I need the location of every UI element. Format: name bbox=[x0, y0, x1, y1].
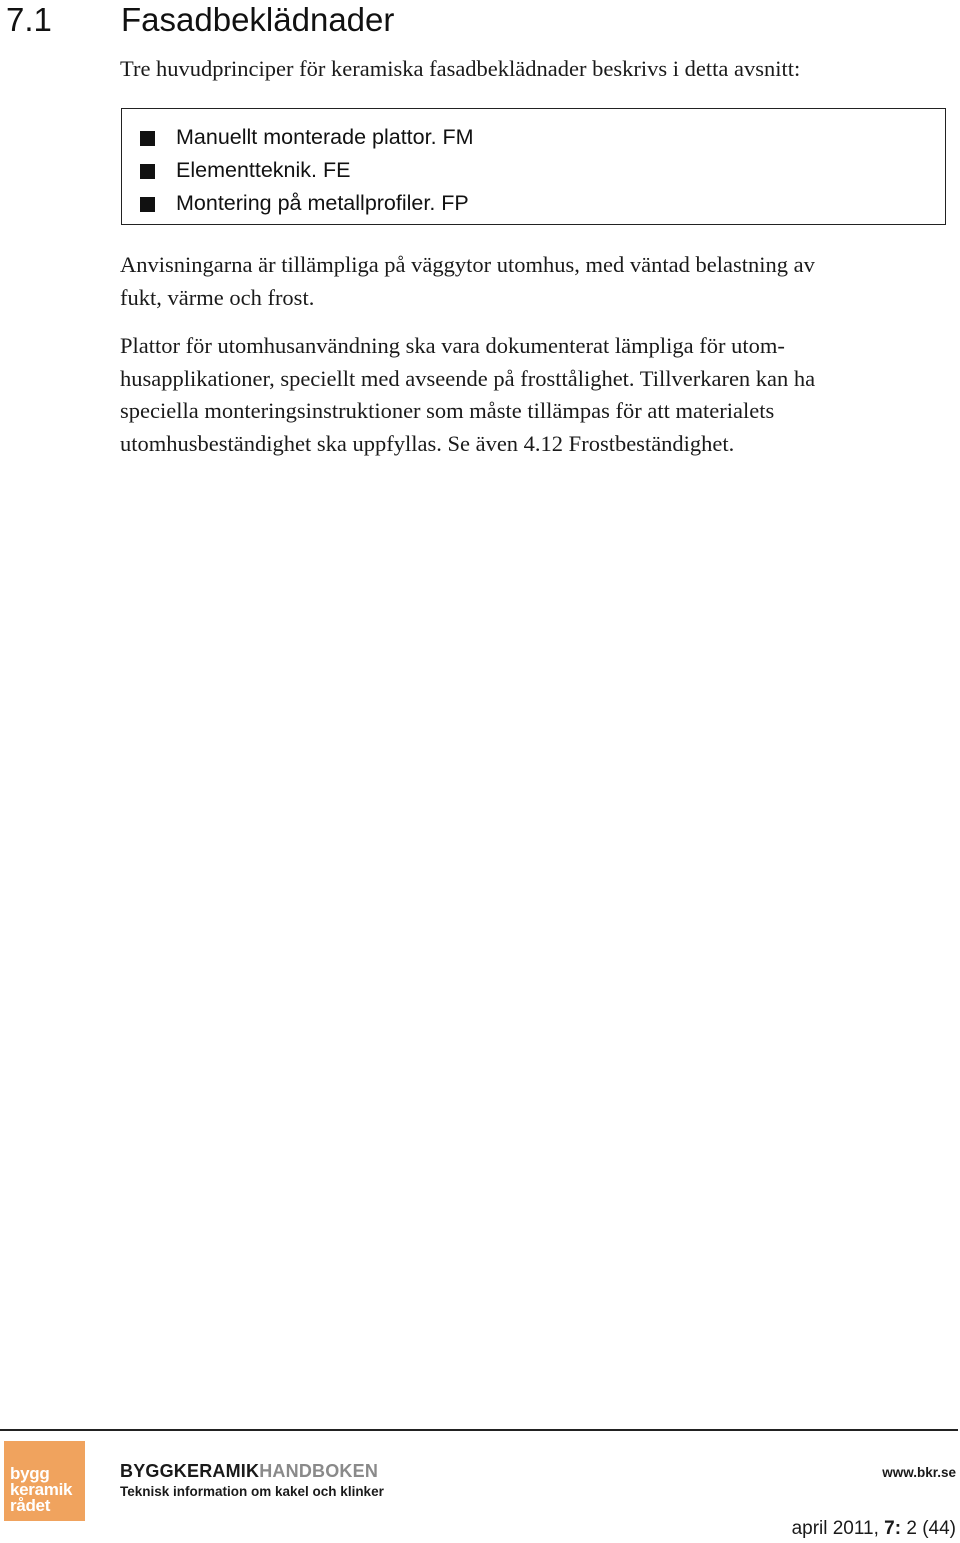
list-item bbox=[140, 121, 474, 154]
list-item bbox=[140, 154, 474, 187]
paragraph-line: fukt, värme och frost. bbox=[120, 284, 315, 310]
website-link[interactable]: www.bkr.se bbox=[882, 1465, 956, 1480]
list-item bbox=[140, 187, 474, 220]
paragraph-line: speciella monteringsinstruktioner som måste tillämpas för att materialets bbox=[120, 398, 775, 423]
square-bullet-icon bbox=[140, 197, 155, 212]
principles-list bbox=[140, 121, 474, 220]
list-item-text: Montering på metallprofiler. FP bbox=[176, 191, 469, 215]
square-bullet-icon bbox=[140, 164, 155, 179]
paragraph-line: Anvisningarna är tillämpliga på väggytor utomhus, med väntad belastning av bbox=[120, 252, 815, 277]
brand-bold-text: BYGGKERAMIK bbox=[120, 1461, 260, 1481]
handbook-tagline: Teknisk information om kakel och klinker bbox=[120, 1484, 384, 1499]
logo-text-line: rådet bbox=[10, 1496, 51, 1515]
principles-box bbox=[121, 108, 946, 225]
list-item-text: Manuellt monterade plattor. FM bbox=[176, 125, 474, 149]
list-item-text: Elementteknik. FE bbox=[176, 158, 351, 182]
section-number: 7.1 bbox=[6, 1, 52, 38]
brand-light-text: HANDBOKEN bbox=[259, 1461, 379, 1481]
paragraph-applicability bbox=[120, 249, 950, 314]
paragraph-line: husapplikationer, speciellt med avseende på frosttålighet. Tillverkaren kan ha bbox=[120, 365, 816, 391]
section-title: Fasadbeklädnader bbox=[121, 1, 395, 38]
footer-date: april 2011, bbox=[791, 1518, 879, 1539]
intro-text: Tre huvudprinciper för keramiska fasadbeklädnader beskrivs i detta avsnitt: bbox=[120, 56, 801, 81]
logo-text-line: bygg bbox=[10, 1464, 50, 1483]
byggkeramikradet-logo bbox=[4, 1441, 85, 1521]
chapter-number: 7: bbox=[884, 1518, 902, 1539]
footer-divider bbox=[0, 1429, 958, 1431]
page-footer-info bbox=[792, 1517, 956, 1541]
square-bullet-icon bbox=[140, 131, 155, 146]
paragraph-line: Plattor för utomhusanvändning ska vara dokumenterat lämpliga för utom- bbox=[120, 333, 785, 358]
handbook-brand bbox=[120, 1460, 378, 1482]
paragraph-outdoor-tiles bbox=[120, 330, 950, 460]
page-number: 2 (44) bbox=[906, 1518, 956, 1539]
logo-text-line: keramik bbox=[10, 1480, 73, 1499]
paragraph-line: utomhusbeständighet ska uppfyllas. Se även 4.12 Frostbeständighet. bbox=[120, 430, 735, 456]
